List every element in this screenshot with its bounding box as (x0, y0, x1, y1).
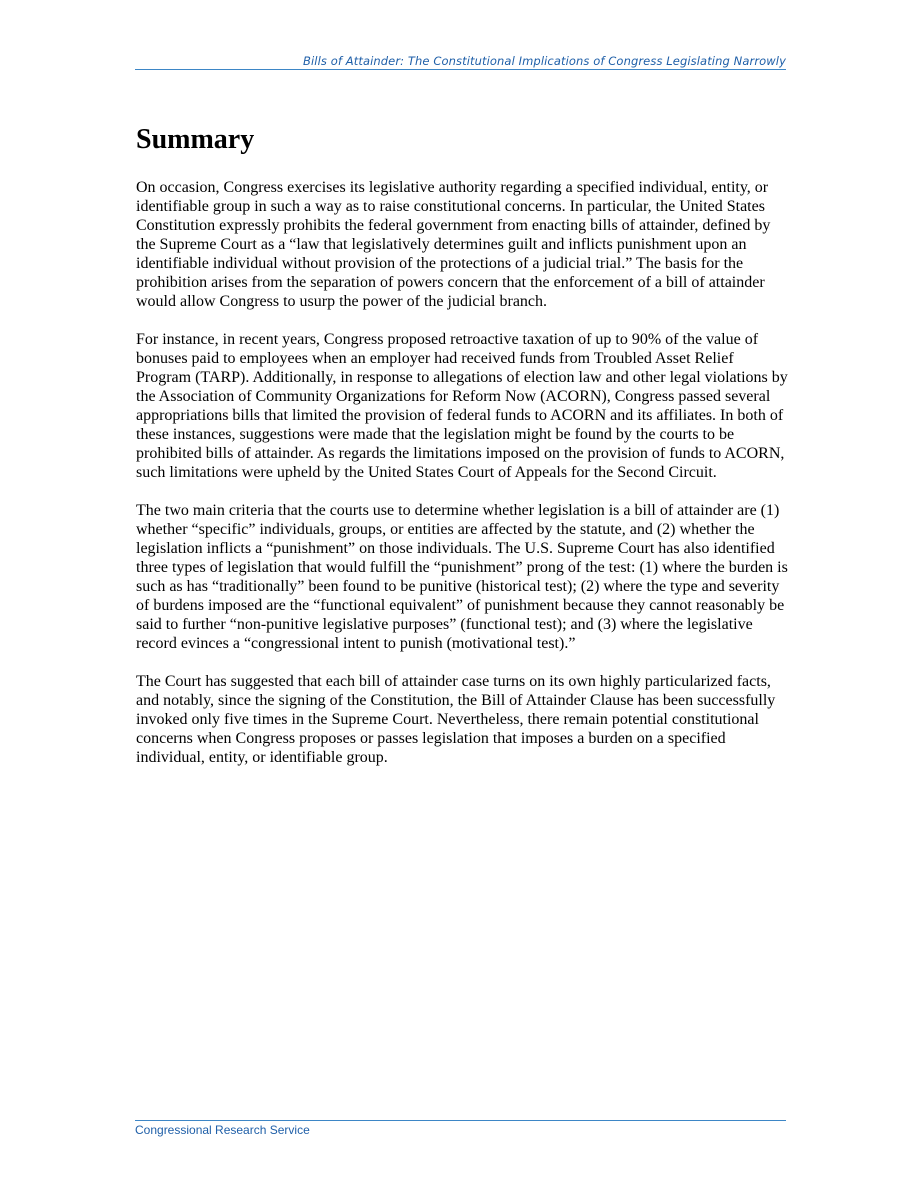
running-header: Bills of Attainder: The Constitutional Implications of Congress Legislating Narrowly (303, 54, 786, 68)
section-title: Summary (136, 124, 255, 155)
footer-text: Congressional Research Service (135, 1123, 310, 1137)
paragraph: The two main criteria that the courts use to determine whether legislation is a bill of attainder are (1) whether “specific” individuals, groups, or entities are affected by the statute, and (2) whether the legislation inflicts a “punishment” on those individuals. The U.S. Supreme Court has also identified three types of legislation that would fulfill the “punishment” prong of the test: (1) where the burden is such as has “traditionally” been found to be punitive (historical test); (2) where the type and severity of burdens imposed are the “functional equivalent” of punishment because they cannot reasonably be said to further “non-punitive legislative purposes” (functional test); and (3) where the legislative record evinces a “congressional intent to punish (motivational test).” (136, 502, 788, 652)
header-rule (135, 69, 786, 70)
footer-rule (135, 1120, 786, 1121)
paragraph: The Court has suggested that each bill of attainder case turns on its own highly particularized facts, and notably, since the signing of the Constitution, the Bill of Attainder Clause has been successfully invoked only five times in the Supreme Court. Nevertheless, there remain potential constitutional concerns when Congress proposes or passes legislation that imposes a burden on a specified individual, entity, or identifiable group. (136, 673, 776, 766)
paragraph: On occasion, Congress exercises its legislative authority regarding a specified individual, entity, or identifiable group in such a way as to raise constitutional concerns. In particular, the United States Constitution expressly prohibits the federal government from enacting bills of attainder, defined by the Supreme Court as a “law that legislatively determines guilt and inflicts punishment upon an identifiable individual without provision of the protections of a judicial trial.” The basis for the prohibition arises from the separation of powers concern that the enforcement of a bill of attainder would allow Congress to usurp the power of the judicial branch. (136, 179, 771, 310)
summary-body (136, 178, 788, 786)
paragraph: For instance, in recent years, Congress proposed retroactive taxation of up to 90% of the value of bonuses paid to employees when an employer had received funds from Troubled Asset Relief Program (TARP). Additionally, in response to allegations of election law and other legal violations by the Association of Community Organizations for Reform Now (ACORN), Congress passed several appropriations bills that limited the provision of federal funds to ACORN and its affiliates. In both of these instances, suggestions were made that the legislation might be found by the courts to be prohibited bills of attainder. As regards the limitations imposed on the provision of funds to ACORN, such limitations were upheld by the United States Court of Appeals for the Second Circuit. (136, 331, 788, 481)
